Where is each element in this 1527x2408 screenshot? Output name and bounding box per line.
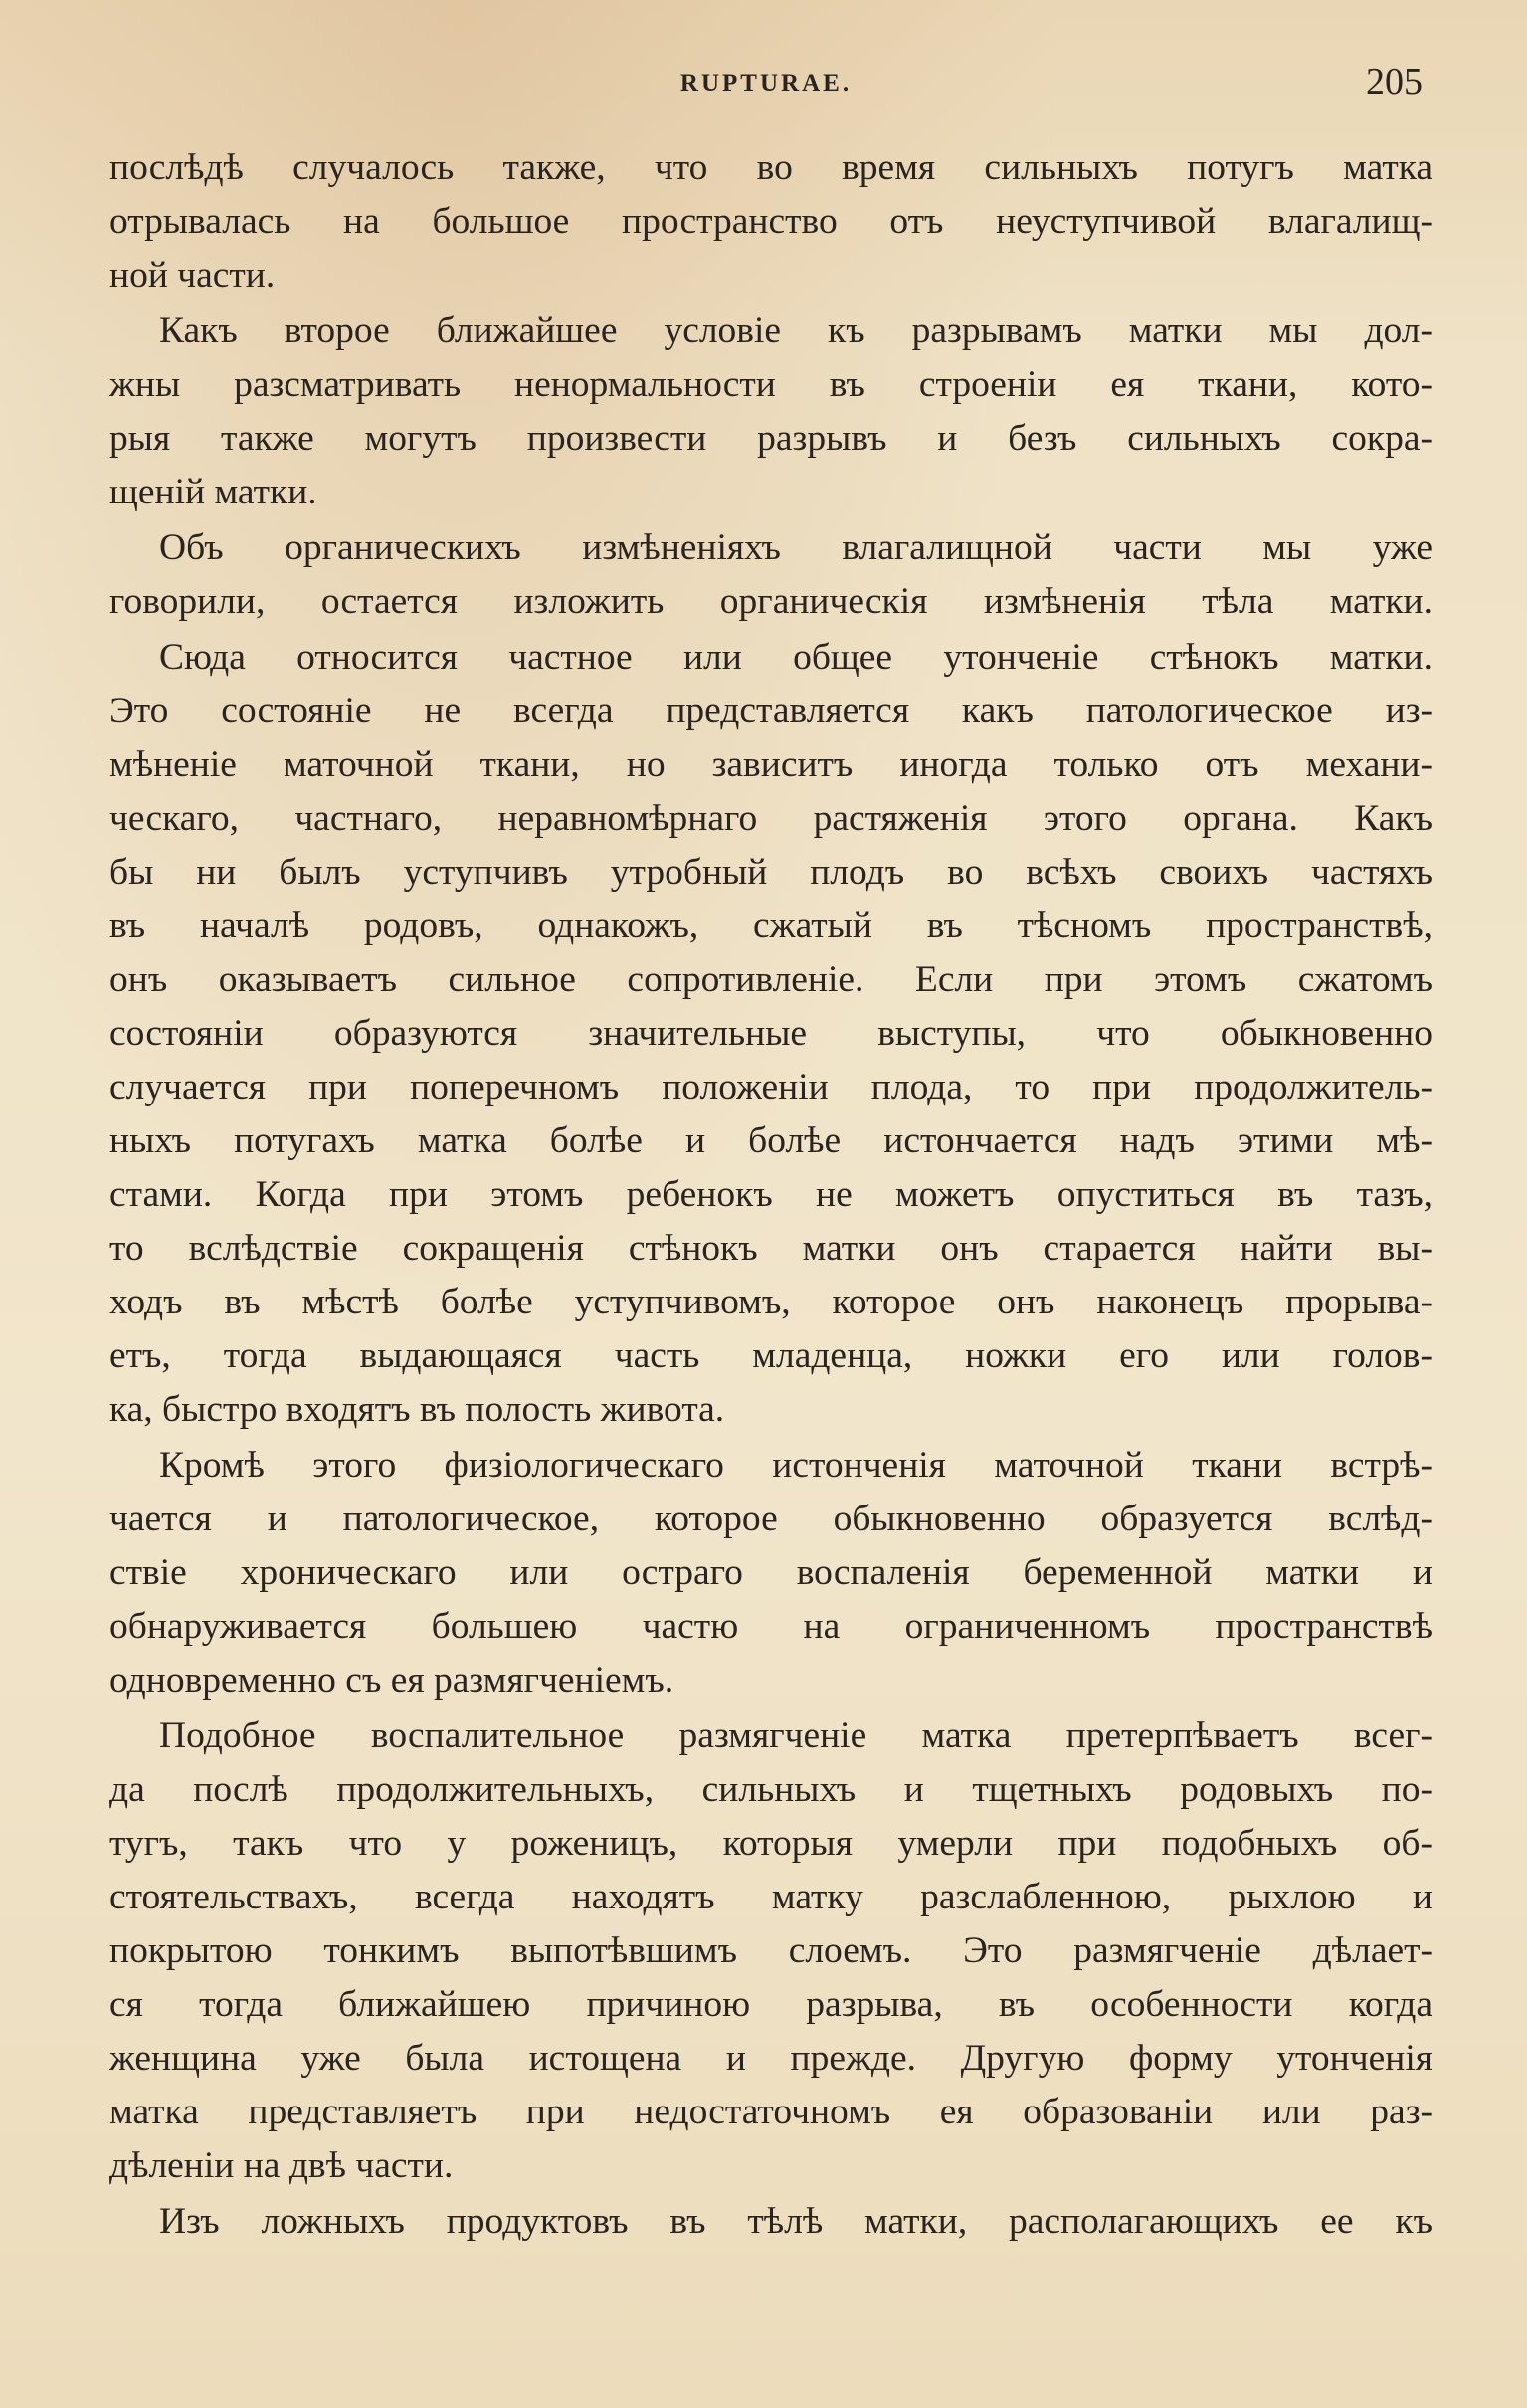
text-line: стами. Когда при этомъ ребенокъ не можетъ опуститься въ тазъ, xyxy=(109,1174,1432,1215)
text-line: Объ органическихъ измѣненіяхъ влагалищной части мы уже xyxy=(159,527,1432,568)
text-line: щеній матки. xyxy=(109,472,317,512)
text-line: состояніи образуются значительные выступы, что обыкновенно xyxy=(109,1013,1432,1054)
text-line: етъ, тогда выдающаяся часть младенца, ножки его или голов- xyxy=(109,1335,1432,1376)
text-line: Сюда относится частное или общее утонченіе стѣнокъ матки. xyxy=(159,637,1432,678)
page-number: 205 xyxy=(1366,61,1423,102)
text-line: въ началѣ родовъ, однакожъ, сжатый въ тѣсномъ пространствѣ, xyxy=(109,905,1432,946)
paragraph xyxy=(109,631,1432,1437)
text-line: ческаго, частнаго, неравномѣрнаго растяженія этого органа. Какъ xyxy=(109,798,1432,839)
text-line: онъ оказываетъ сильное сопротивленіе. Если при этомъ сжатомъ xyxy=(109,959,1432,1000)
text-line: говорили, остается изложить органическія измѣненія тѣла матки. xyxy=(109,581,1432,622)
text-line: Изъ ложныхъ продуктовъ въ тѣлѣ матки, располагающихъ ее къ xyxy=(159,2201,1432,2242)
page-header xyxy=(109,52,1423,111)
text-line: Это состояніе не всегда представляется какъ патологическое из- xyxy=(109,691,1432,731)
text-line: тугъ, такъ что у роженицъ, которыя умерли при подобныхъ об- xyxy=(109,1823,1432,1864)
paragraph xyxy=(109,141,1432,302)
text-line: стоятельствахъ, всегда находятъ матку разслабленною, рыхлою и xyxy=(109,1877,1432,1917)
text-line: то вслѣдствіе сокращенія стѣнокъ матки онъ старается найти вы- xyxy=(109,1228,1432,1269)
text-line: Кромѣ этого физіологическаго истонченія маточной ткани встрѣ- xyxy=(159,1445,1432,1486)
text-line: ствіе хроническаго или остраго воспаленія беременной матки и xyxy=(109,1552,1432,1593)
text-line: одновременно съ ея размягченіемъ. xyxy=(109,1660,674,1701)
text-line: ся тогда ближайшею причиною разрыва, въ особенности когда xyxy=(109,1984,1432,2025)
text-line: случается при поперечномъ положеніи плода, то при продолжитель- xyxy=(109,1067,1432,1107)
text-line: отрывалась на большое пространство отъ неуступчивой влагалищ- xyxy=(109,201,1432,242)
text-line: ка, быстро входятъ въ полость живота. xyxy=(109,1389,725,1430)
text-line: ной части. xyxy=(109,255,276,296)
paragraph xyxy=(109,1709,1432,2193)
paragraph xyxy=(109,304,1432,519)
text-line: мѣненіе маточной ткани, но зависитъ иногда только отъ механи- xyxy=(109,744,1432,785)
text-line: жны разсматривать ненормальности въ строеніи ея ткани, кото- xyxy=(109,364,1432,405)
body-text xyxy=(109,141,1432,2251)
running-title: RUPTURAE. xyxy=(679,70,853,97)
paragraph xyxy=(109,521,1432,629)
text-line: бы ни былъ уступчивъ утробный плодъ во всѣхъ своихъ частяхъ xyxy=(109,852,1432,893)
text-line: послѣдѣ случалось также, что во время сильныхъ потугъ матка xyxy=(109,147,1432,188)
text-line: матка представляетъ при недостаточномъ ея образованіи или раз- xyxy=(109,2092,1432,2132)
text-line: да послѣ продолжительныхъ, сильныхъ и тщетныхъ родовыхъ по- xyxy=(109,1769,1432,1810)
text-line: покрытою тонкимъ выпотѣвшимъ слоемъ. Это размягченіе дѣлает- xyxy=(109,1930,1432,1971)
text-line: рыя также могутъ произвести разрывъ и безъ сильныхъ сокра- xyxy=(109,418,1432,459)
text-line: Подобное воспалительное размягченіе матка претерпѣваетъ всег- xyxy=(159,1715,1432,1756)
text-line: Какъ второе ближайшее условіе къ разрывамъ матки мы дол- xyxy=(159,310,1432,351)
paragraph xyxy=(109,1439,1432,1707)
text-line: чается и патологическое, которое обыкновенно образуется вслѣд- xyxy=(109,1499,1432,1539)
text-line: женщина уже была истощена и прежде. Другую форму утонченія xyxy=(109,2038,1432,2079)
text-line: дѣленіи на двѣ части. xyxy=(109,2145,454,2186)
text-line: обнаруживается большею частю на ограниченномъ пространствѣ xyxy=(109,1606,1432,1647)
text-line: ныхъ потугахъ матка болѣе и болѣе истончается надъ этими мѣ- xyxy=(109,1120,1432,1161)
paragraph xyxy=(109,2195,1432,2249)
text-line: ходъ въ мѣстѣ болѣе уступчивомъ, которое онъ наконецъ прорыва- xyxy=(109,1282,1432,1322)
